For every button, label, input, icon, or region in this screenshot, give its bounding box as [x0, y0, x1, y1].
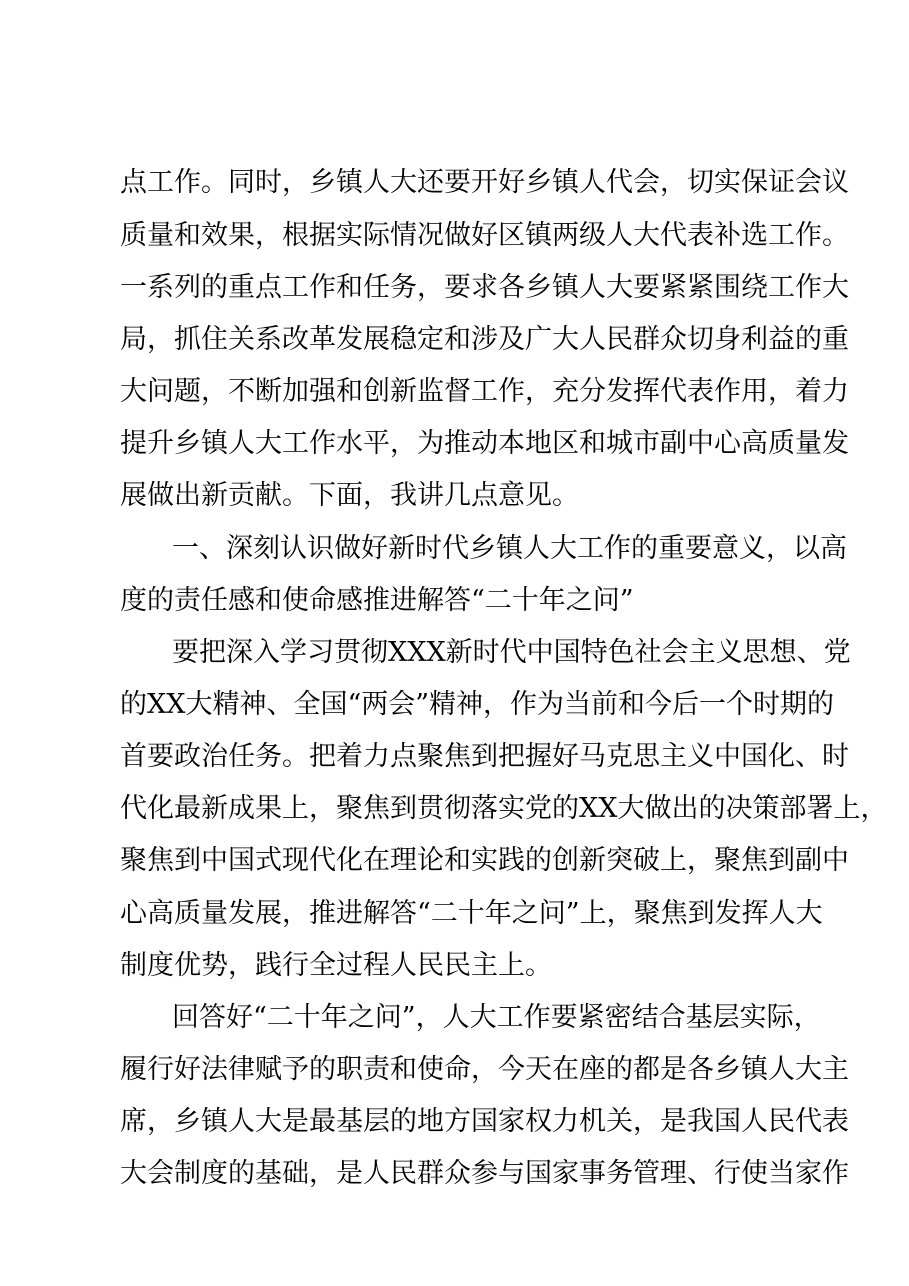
- text-line: 制度优势，践行全过程人民民主上。: [120, 950, 552, 981]
- section-heading-line: 一、深刻认识做好新时代乡镇人大工作的重要意义，以高: [172, 533, 847, 564]
- text-line: 点工作。同时，乡镇人大还要开好乡镇人代会，切实保证会议: [120, 167, 849, 198]
- text-line: 局，抓住关系改革发展稳定和涉及广大人民群众切身利益的重: [120, 324, 849, 355]
- text-line: 质量和效果，根据实际情况做好区镇两级人大代表补选工作。: [120, 220, 849, 251]
- text-line: 首要政治任务。把着力点聚焦到把握好马克思主义中国化、时: [120, 741, 849, 772]
- text-line: 席，乡镇人大是最基层的地方国家权力机关，是我国人民代表: [120, 1106, 849, 1137]
- text-line: 心高质量发展，推进解答“二十年之问”上，聚焦到发挥人大: [120, 898, 823, 929]
- text-line: 一系列的重点工作和任务，要求各乡镇人大要紧紧围绕工作大: [120, 272, 849, 303]
- text-line: 聚焦到中国式现代化在理论和实践的创新突破上，聚焦到副中: [120, 845, 849, 876]
- text-line: 回答好“二十年之问”，人大工作要紧密结合基层实际，: [172, 1002, 821, 1033]
- text-line: 要把深入学习贯彻XXX新时代中国特色社会主义思想、党: [172, 637, 851, 668]
- text-line: 大问题，不断加强和创新监督工作，充分发挥代表作用，着力: [120, 376, 849, 407]
- section-heading-line: 度的责任感和使命感推进解答“二十年之问”: [120, 585, 634, 616]
- text-line: 履行好法律赋予的职责和使命，今天在座的都是各乡镇人大主: [120, 1054, 849, 1085]
- text-line: 提升乡镇人大工作水平，为推动本地区和城市副中心高质量发: [120, 428, 849, 459]
- text-line: 大会制度的基础，是人民群众参与国家事务管理、行使当家作: [120, 1158, 849, 1189]
- text-line: 的XX大精神、全国“两会”精神，作为当前和今后一个时期的: [120, 689, 835, 720]
- text-line: 展做出新贡献。下面，我讲几点意见。: [120, 480, 579, 511]
- text-line: 代化最新成果上，聚焦到贯彻落实党的XX大做出的决策部署上，: [120, 793, 888, 824]
